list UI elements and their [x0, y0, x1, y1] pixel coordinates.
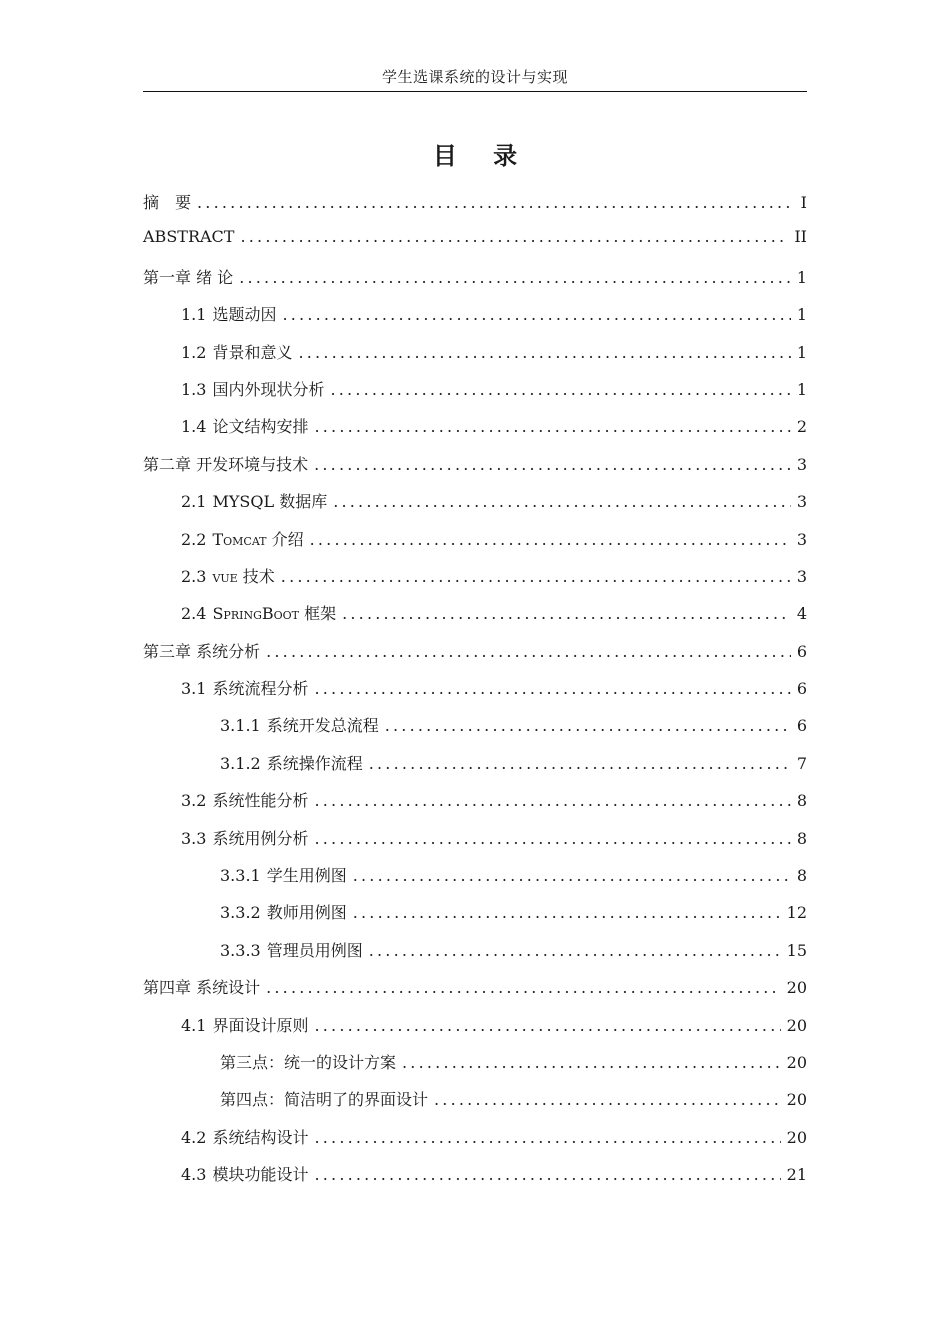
toc-entry-page-number: 3	[796, 566, 807, 586]
toc-entry-page-number: 1	[796, 267, 807, 287]
toc-entry-label: 第三章 系统分析	[143, 641, 261, 661]
toc-entry-page-number: 3	[796, 529, 807, 549]
toc-entry-page-number: 20	[786, 1052, 807, 1072]
toc-entry[interactable]	[143, 639, 807, 676]
toc-entry-label: MYSQL 数据库	[212, 492, 328, 512]
dot-leader	[353, 903, 781, 922]
toc-entry[interactable]	[143, 713, 807, 750]
dot-leader	[281, 567, 791, 586]
toc-entry-label: 背景和意义	[212, 342, 293, 362]
dot-leader	[314, 1128, 780, 1147]
toc-entry[interactable]	[143, 377, 807, 414]
toc-entry[interactable]	[143, 414, 807, 451]
toc-entry-label: 管理员用例图	[266, 940, 363, 960]
toc-entry-label: SpringBoot 框架	[212, 604, 337, 624]
running-header: 学生选课系统的设计与实现	[381, 68, 568, 86]
toc-entry[interactable]	[143, 1087, 807, 1124]
toc-entry[interactable]	[143, 1162, 807, 1199]
toc-entry-page-number: 21	[786, 1165, 807, 1185]
toc-entry-page-number: I	[800, 193, 807, 212]
toc-entry-page-number: 3	[796, 454, 807, 474]
toc-entry-label: Tomcat 介绍	[212, 529, 304, 549]
toc-entry[interactable]	[143, 826, 807, 863]
toc-entry-number: 3.3	[181, 828, 207, 848]
toc-entry-number: 2.2	[181, 529, 207, 549]
toc-entry-number: 4.3	[181, 1165, 207, 1185]
toc-entry-number: 3.3.2	[220, 903, 261, 923]
toc-entry-label: 国内外现状分析	[212, 379, 325, 399]
toc-entry-number: 3.1	[181, 679, 207, 699]
toc-entry[interactable]	[143, 1125, 807, 1162]
toc-entry[interactable]	[143, 788, 807, 825]
dot-leader	[314, 417, 790, 436]
toc-entry[interactable]	[143, 265, 807, 302]
toc-entry-label: 摘 要	[143, 193, 192, 212]
toc-entry-label: 系统开发总流程	[266, 716, 379, 736]
toc-entry-number: 3.3.3	[220, 940, 261, 960]
dot-leader	[282, 305, 790, 324]
toc-entry-label: 论文结构安排	[212, 417, 309, 437]
toc-entry[interactable]	[143, 340, 807, 377]
dot-leader	[369, 941, 781, 960]
dot-leader	[330, 380, 790, 399]
toc-entry-page-number: 8	[796, 828, 807, 848]
toc-entry-label: 第四章 系统设计	[143, 978, 261, 998]
toc-entry-label: 系统操作流程	[266, 753, 363, 773]
dot-leader	[310, 530, 791, 549]
toc-entry[interactable]	[143, 227, 807, 264]
dot-leader	[314, 1016, 780, 1035]
dot-leader	[314, 829, 790, 848]
toc-entry-label: 第三点：统一的设计方案	[220, 1052, 397, 1072]
toc-entry[interactable]	[143, 676, 807, 713]
toc-entry[interactable]	[143, 452, 807, 489]
toc-entry[interactable]	[143, 1013, 807, 1050]
dot-leader	[314, 791, 790, 810]
toc-entry-label: 系统流程分析	[212, 679, 309, 699]
toc-entry-label: ABSTRACT	[143, 227, 235, 247]
toc-entry-number: 3.2	[181, 791, 207, 811]
toc-entry-page-number: 1	[796, 305, 807, 325]
dot-leader	[298, 343, 790, 362]
dot-leader	[402, 1053, 781, 1072]
dot-leader	[266, 642, 791, 661]
toc-entry-number: 3.1.2	[220, 753, 261, 773]
dot-leader	[353, 866, 791, 885]
toc-entry-page-number: 7	[796, 753, 807, 773]
toc-entry-page-number: 6	[796, 716, 807, 736]
toc-entry-page-number: 8	[796, 866, 807, 886]
toc-entry[interactable]	[143, 938, 807, 975]
dot-leader	[369, 754, 791, 773]
toc-entry-page-number: 20	[786, 1015, 807, 1035]
toc-entry-label: 选题动因	[212, 305, 277, 325]
dot-leader	[434, 1090, 781, 1109]
toc-entry[interactable]	[143, 975, 807, 1012]
toc-entry[interactable]	[143, 601, 807, 638]
toc-entry-page-number: 4	[796, 604, 807, 624]
header-rule	[143, 91, 807, 92]
dot-leader	[385, 716, 791, 735]
dot-leader	[333, 492, 791, 511]
toc-entry[interactable]	[143, 302, 807, 339]
dot-leader	[266, 978, 781, 997]
toc-entry-page-number: 6	[796, 679, 807, 699]
toc-entry-label: 第二章 开发环境与技术	[143, 454, 309, 474]
toc-entry[interactable]	[143, 900, 807, 937]
toc-entry-number: 2.1	[181, 492, 207, 512]
toc-entry-page-number: 2	[796, 417, 807, 437]
toc-entry-label: 系统结构设计	[212, 1127, 309, 1147]
toc-entry-page-number: 20	[786, 1090, 807, 1110]
toc-entry-number: 1.3	[181, 379, 207, 399]
toc-entry-number: 3.3.1	[220, 866, 261, 886]
toc-entry-page-number: 12	[786, 903, 807, 923]
toc-entry-page-number: 15	[786, 940, 807, 960]
toc-entry-page-number: 3	[796, 492, 807, 512]
toc-entry[interactable]	[143, 863, 807, 900]
toc-entry-page-number: 6	[796, 641, 807, 661]
toc-entry-label: 模块功能设计	[212, 1165, 309, 1185]
toc-entry-label: 第一章 绪 论	[143, 267, 234, 287]
toc-entry[interactable]	[143, 527, 807, 564]
toc-entry-label: 第四点：简洁明了的界面设计	[220, 1090, 429, 1110]
toc-entry[interactable]	[143, 564, 807, 601]
toc-entry-number: 2.4	[181, 604, 207, 624]
toc-entry-page-number: 8	[796, 791, 807, 811]
dot-leader	[342, 604, 791, 623]
dot-leader	[314, 1165, 780, 1184]
dot-leader	[314, 455, 791, 474]
toc-entry-number: 2.3	[181, 566, 207, 586]
toc-entry-label: 学生用例图	[266, 866, 347, 886]
toc-entry-number: 1.1	[181, 305, 207, 325]
toc-entry-label: vue 技术	[212, 566, 275, 586]
toc-entry[interactable]	[143, 1050, 807, 1087]
toc-entry-label: 系统性能分析	[212, 791, 309, 811]
toc-entry-page-number: 1	[796, 342, 807, 362]
toc-entry-page-number: 20	[786, 1127, 807, 1147]
toc-entry-label: 系统用例分析	[212, 828, 309, 848]
toc-title: 目 录	[432, 141, 532, 170]
toc-entry-number: 3.1.1	[220, 716, 261, 736]
toc-entry-number: 4.1	[181, 1015, 207, 1035]
dot-leader	[240, 227, 788, 246]
toc-entry-label: 界面设计原则	[212, 1015, 309, 1035]
dot-leader	[314, 679, 790, 698]
toc-entry-number: 1.2	[181, 342, 207, 362]
toc-entry-label: 教师用例图	[266, 903, 347, 923]
toc-entry[interactable]	[143, 489, 807, 526]
toc-entry-number: 1.4	[181, 417, 207, 437]
toc-entry-number: 4.2	[181, 1127, 207, 1147]
toc-entry[interactable]	[143, 190, 807, 227]
table-of-contents	[143, 190, 807, 1200]
dot-leader	[197, 193, 791, 212]
toc-entry-page-number: 1	[796, 379, 807, 399]
toc-entry-page-number: II	[794, 227, 807, 247]
toc-entry-page-number: 20	[786, 978, 807, 998]
dot-leader	[239, 268, 791, 287]
toc-entry[interactable]	[143, 751, 807, 788]
